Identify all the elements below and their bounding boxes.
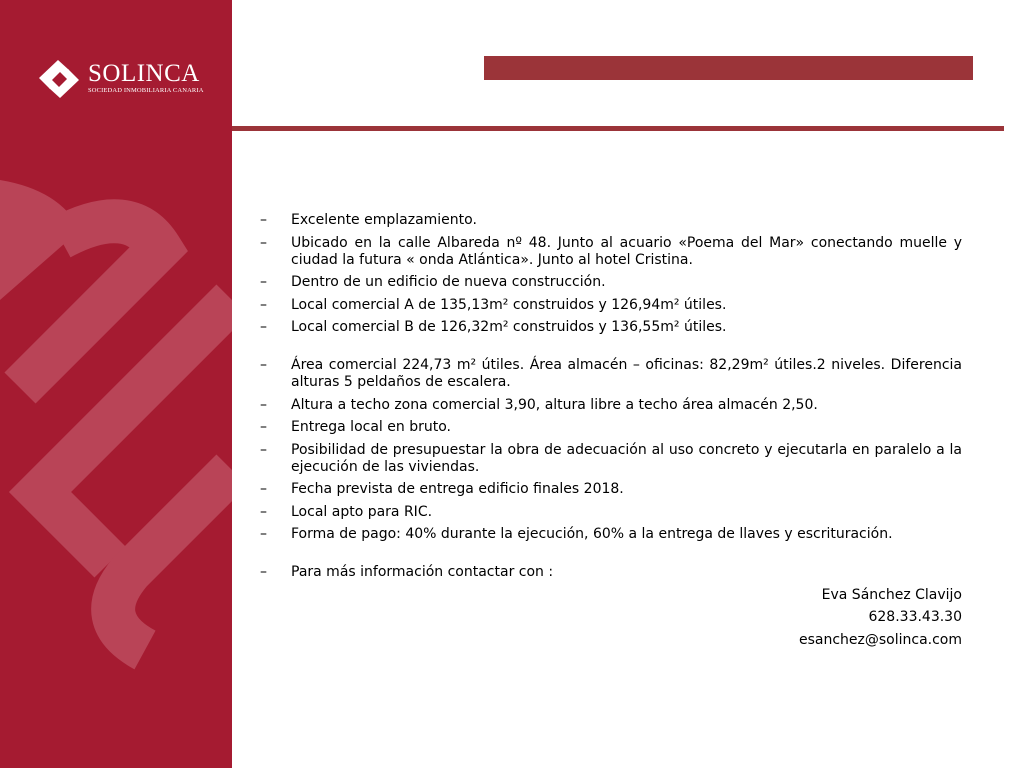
list-item [260,564,962,581]
dash-bullet-icon: – [260,319,267,335]
header-accent-bar [484,56,973,80]
contact-email: esanchez@solinca.com [798,631,962,648]
list-item-text: Local apto para RIC. [291,503,433,520]
list-item [260,526,962,543]
dash-bullet-icon: – [260,503,267,520]
list-item-text: Ubicado en la calle Albareda nº 48. Junto al acuario «Poema del Mar» conectando muelle y ciudad la futura « onda Atlántica». Junto al hotel Cristina. [291,234,962,268]
dash-bullet-icon: – [260,396,267,413]
solinca-logo [36,58,232,102]
dash-bullet-icon: – [260,212,267,228]
dash-bullet-icon: – [260,441,267,458]
list-item-text: Altura a techo zona comercial 3,90, altura libre a techo área almacén 2,50. [291,396,818,413]
header-divider [232,126,1004,131]
feature-list [260,212,962,581]
list-item-text: Posibilidad de presupuestar la obra de adecuación al uso concreto y ejecutarla en paralelo a la ejecución de las viviendas. [291,441,962,475]
list-item [260,274,962,291]
list-item-text: Local comercial A de 135,13m² construidos y 126,94m² útiles. [291,296,727,313]
dash-bullet-icon: – [260,274,267,290]
dash-bullet-icon: – [260,234,267,251]
solinca-logo-icon [36,58,82,100]
dash-bullet-icon: – [260,526,267,542]
list-item [260,212,962,229]
list-item-text: Excelente emplazamiento. [291,212,477,228]
brand-tagline: SOCIEDAD INMOBILIARIA CANARIA [88,87,204,94]
list-item-text: Área comercial 224,73 m² útiles. Área almacén – oficinas: 82,29m² útiles.2 niveles. Diferencia alturas 5 peldaños de escalera. [291,357,962,390]
dash-bullet-icon: – [260,419,267,435]
list-item-text: Para más información contactar con : [291,564,554,580]
contact-block [260,587,962,649]
brand-name: SOLINCA [88,60,200,87]
sidebar-panel [0,0,232,768]
list-item [260,297,962,314]
list-item-text: Local comercial B de 126,32m² construidos y 136,55m² útiles. [291,319,727,335]
list-item-text: Forma de pago: 40% durante la ejecución, 60% a la entrega de llaves y escrituración. [291,526,893,542]
list-item [260,357,962,391]
list-item-text: Dentro de un edificio de nueva construcción. [291,274,606,290]
list-item-text: Entrega local en bruto. [291,419,451,435]
list-item [260,319,962,336]
property-details [260,212,962,654]
list-item-text: Fecha prevista de entrega edificio finales 2018. [291,481,624,497]
dash-bullet-icon: – [260,481,267,497]
dash-bullet-icon: – [260,357,267,373]
list-item [260,419,962,436]
contact-name: Eva Sánchez Clavijo [821,586,962,603]
dash-bullet-icon: – [260,296,267,313]
contact-phone: 628.33.43.30 [868,609,962,625]
list-item [260,397,962,414]
list-item [260,442,962,476]
dash-bullet-icon: – [260,564,267,580]
list-item [260,235,962,269]
list-item [260,504,962,521]
list-item [260,481,962,498]
logo-watermark-graphic [0,0,232,768]
